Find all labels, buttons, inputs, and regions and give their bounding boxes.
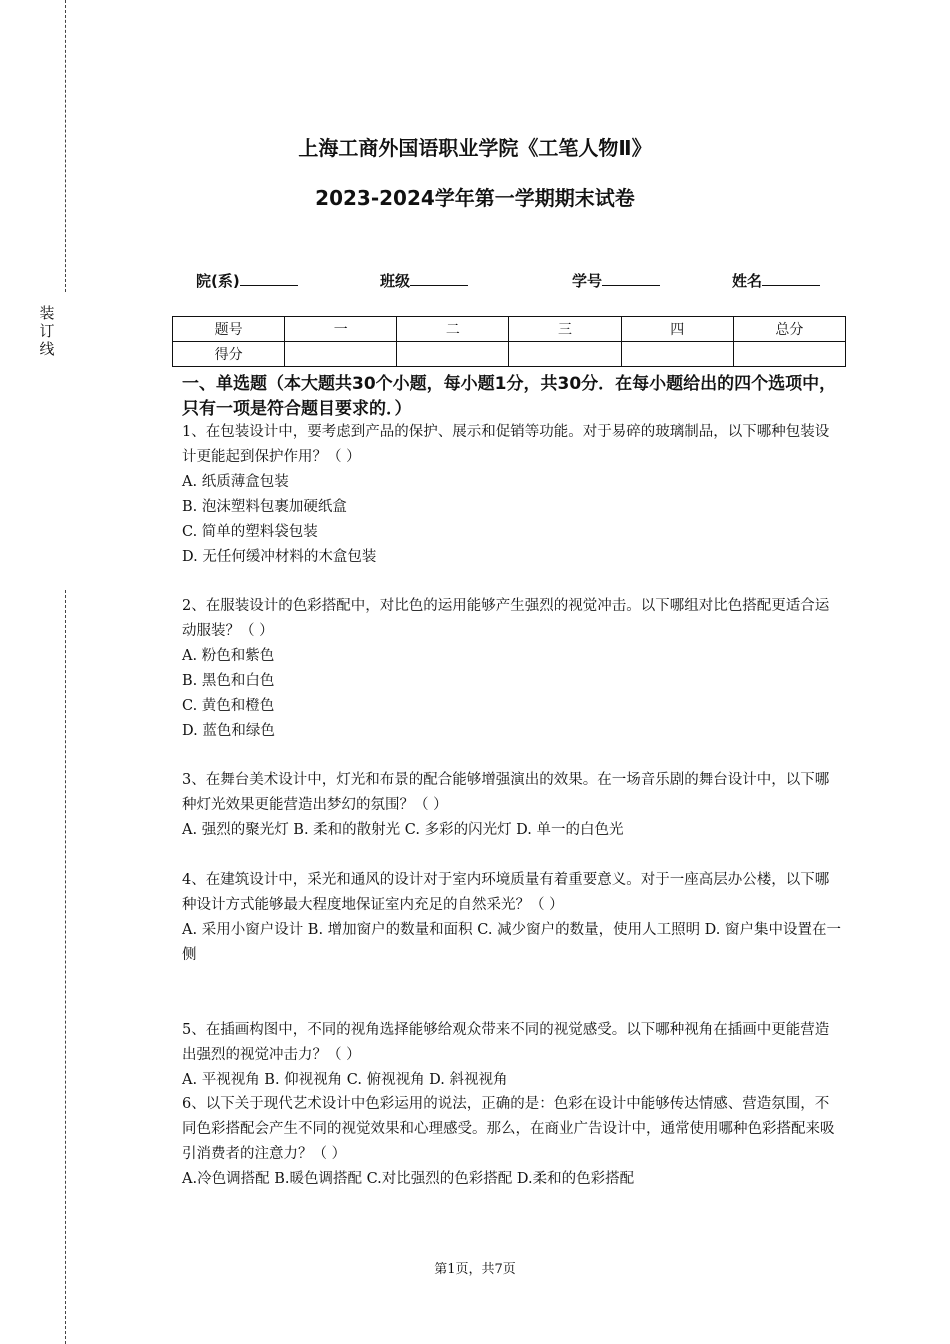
info-dept-label: 院(系) — [196, 272, 240, 290]
dept-blank — [240, 271, 298, 286]
class-blank — [410, 271, 468, 286]
options-inline: A. 平视视角 B. 仰视视角 C. 俯视视角 D. 斜视视角 — [182, 1072, 508, 1088]
info-student-id-label: 学号 — [572, 272, 603, 290]
question-6 — [182, 1092, 842, 1192]
exam-title: 上海工商外国语职业学院《工笔人物Ⅱ》 — [298, 136, 652, 160]
option: B. 黑色和白色 — [182, 673, 275, 689]
option: A. 粉色和紫色 — [182, 648, 275, 664]
score-cell — [509, 342, 621, 367]
binding-char: 线 — [39, 340, 55, 358]
info-name — [732, 270, 820, 291]
option: D. 蓝色和绿色 — [182, 723, 275, 739]
question-stem: 1、在包装设计中，要考虑到产品的保护、展示和促销等功能。对于易碎的玻璃制品，以下哪种包装设计更能起到保护作用？（ ） — [182, 424, 830, 465]
question-5 — [182, 1018, 842, 1093]
question-stem: 5、在插画构图中，不同的视角选择能够给观众带来不同的视觉感受。以下哪种视角在插画中更能营造出强烈的视觉冲击力？（ ） — [182, 1022, 830, 1063]
option: D. 无任何缓冲材料的木盒包装 — [182, 549, 377, 565]
info-class-label: 班级 — [380, 272, 411, 290]
score-header-cell: 四 — [621, 317, 733, 342]
score-table-score-row — [173, 342, 846, 367]
name-blank — [762, 271, 820, 286]
score-cell — [621, 342, 733, 367]
question-stem: 4、在建筑设计中，采光和通风的设计对于室内环境质量有着重要意义。对于一座高层办公楼，以下哪种设计方式能够最大程度地保证室内充足的自然采光？（ ） — [182, 872, 830, 913]
info-name-label: 姓名 — [732, 272, 763, 290]
score-cell — [733, 342, 845, 367]
score-cell — [397, 342, 509, 367]
exam-subtitle: 2023-2024学年第一学期期末试卷 — [315, 186, 635, 210]
score-cell — [285, 342, 397, 367]
question-stem: 6、以下关于现代艺术设计中色彩运用的说法，正确的是：色彩在设计中能够传达情感、营造氛围，不同色彩搭配会产生不同的视觉效果和心理感受。那么，在商业广告设计中，通常使用哪种色彩搭配来吸引消费者的注意力？（ ） — [182, 1096, 835, 1162]
option: A. 纸质薄盒包装 — [182, 474, 289, 490]
score-row-label: 得分 — [173, 342, 285, 367]
score-header-cell: 一 — [285, 317, 397, 342]
question-1 — [182, 420, 842, 570]
question-2 — [182, 594, 842, 744]
binding-char: 装 — [39, 304, 55, 322]
score-table-header-row — [173, 317, 846, 342]
score-header-cell: 题号 — [173, 317, 285, 342]
binding-label — [38, 304, 56, 358]
info-class — [380, 270, 468, 291]
options-inline: A. 强烈的聚光灯 B. 柔和的散射光 C. 多彩的闪光灯 D. 单一的白色光 — [182, 822, 624, 838]
score-header-cell: 总分 — [733, 317, 845, 342]
question-stem: 3、在舞台美术设计中，灯光和布景的配合能够增强演出的效果。在一场音乐剧的舞台设计中，以下哪种灯光效果更能营造出梦幻的氛围？（ ） — [182, 772, 830, 813]
question-stem: 2、在服装设计的色彩搭配中，对比色的运用能够产生强烈的视觉冲击。以下哪组对比色搭配更适合运动服装？（ ） — [182, 598, 830, 639]
section-title: 一、单选题（本大题共30个小题，每小题1分，共30分．在每小题给出的四个选项中，只有一项是符合题目要求的．） — [182, 374, 837, 419]
binding-char: 订 — [39, 322, 55, 340]
info-student-id — [572, 270, 660, 291]
student-id-blank — [602, 271, 660, 286]
score-table — [172, 316, 846, 367]
binding-line-bottom — [65, 590, 66, 1344]
option: B. 泡沫塑料包裹加硬纸盒 — [182, 499, 347, 515]
score-header-cell: 三 — [509, 317, 621, 342]
options-inline: A. 采用小窗户设计 B. 增加窗户的数量和面积 C. 减少窗户的数量，使用人工照明 D. 窗户集中设置在一侧 — [182, 922, 842, 963]
question-4 — [182, 868, 842, 968]
options-inline: A.冷色调搭配 B.暖色调搭配 C.对比强烈的色彩搭配 D.柔和的色彩搭配 — [182, 1171, 635, 1187]
option: C. 简单的塑料袋包装 — [182, 524, 318, 540]
page-number: 第1页，共7页 — [434, 1262, 516, 1277]
question-3 — [182, 768, 842, 843]
info-dept — [196, 270, 298, 291]
option: C. 黄色和橙色 — [182, 698, 275, 714]
score-header-cell: 二 — [397, 317, 509, 342]
